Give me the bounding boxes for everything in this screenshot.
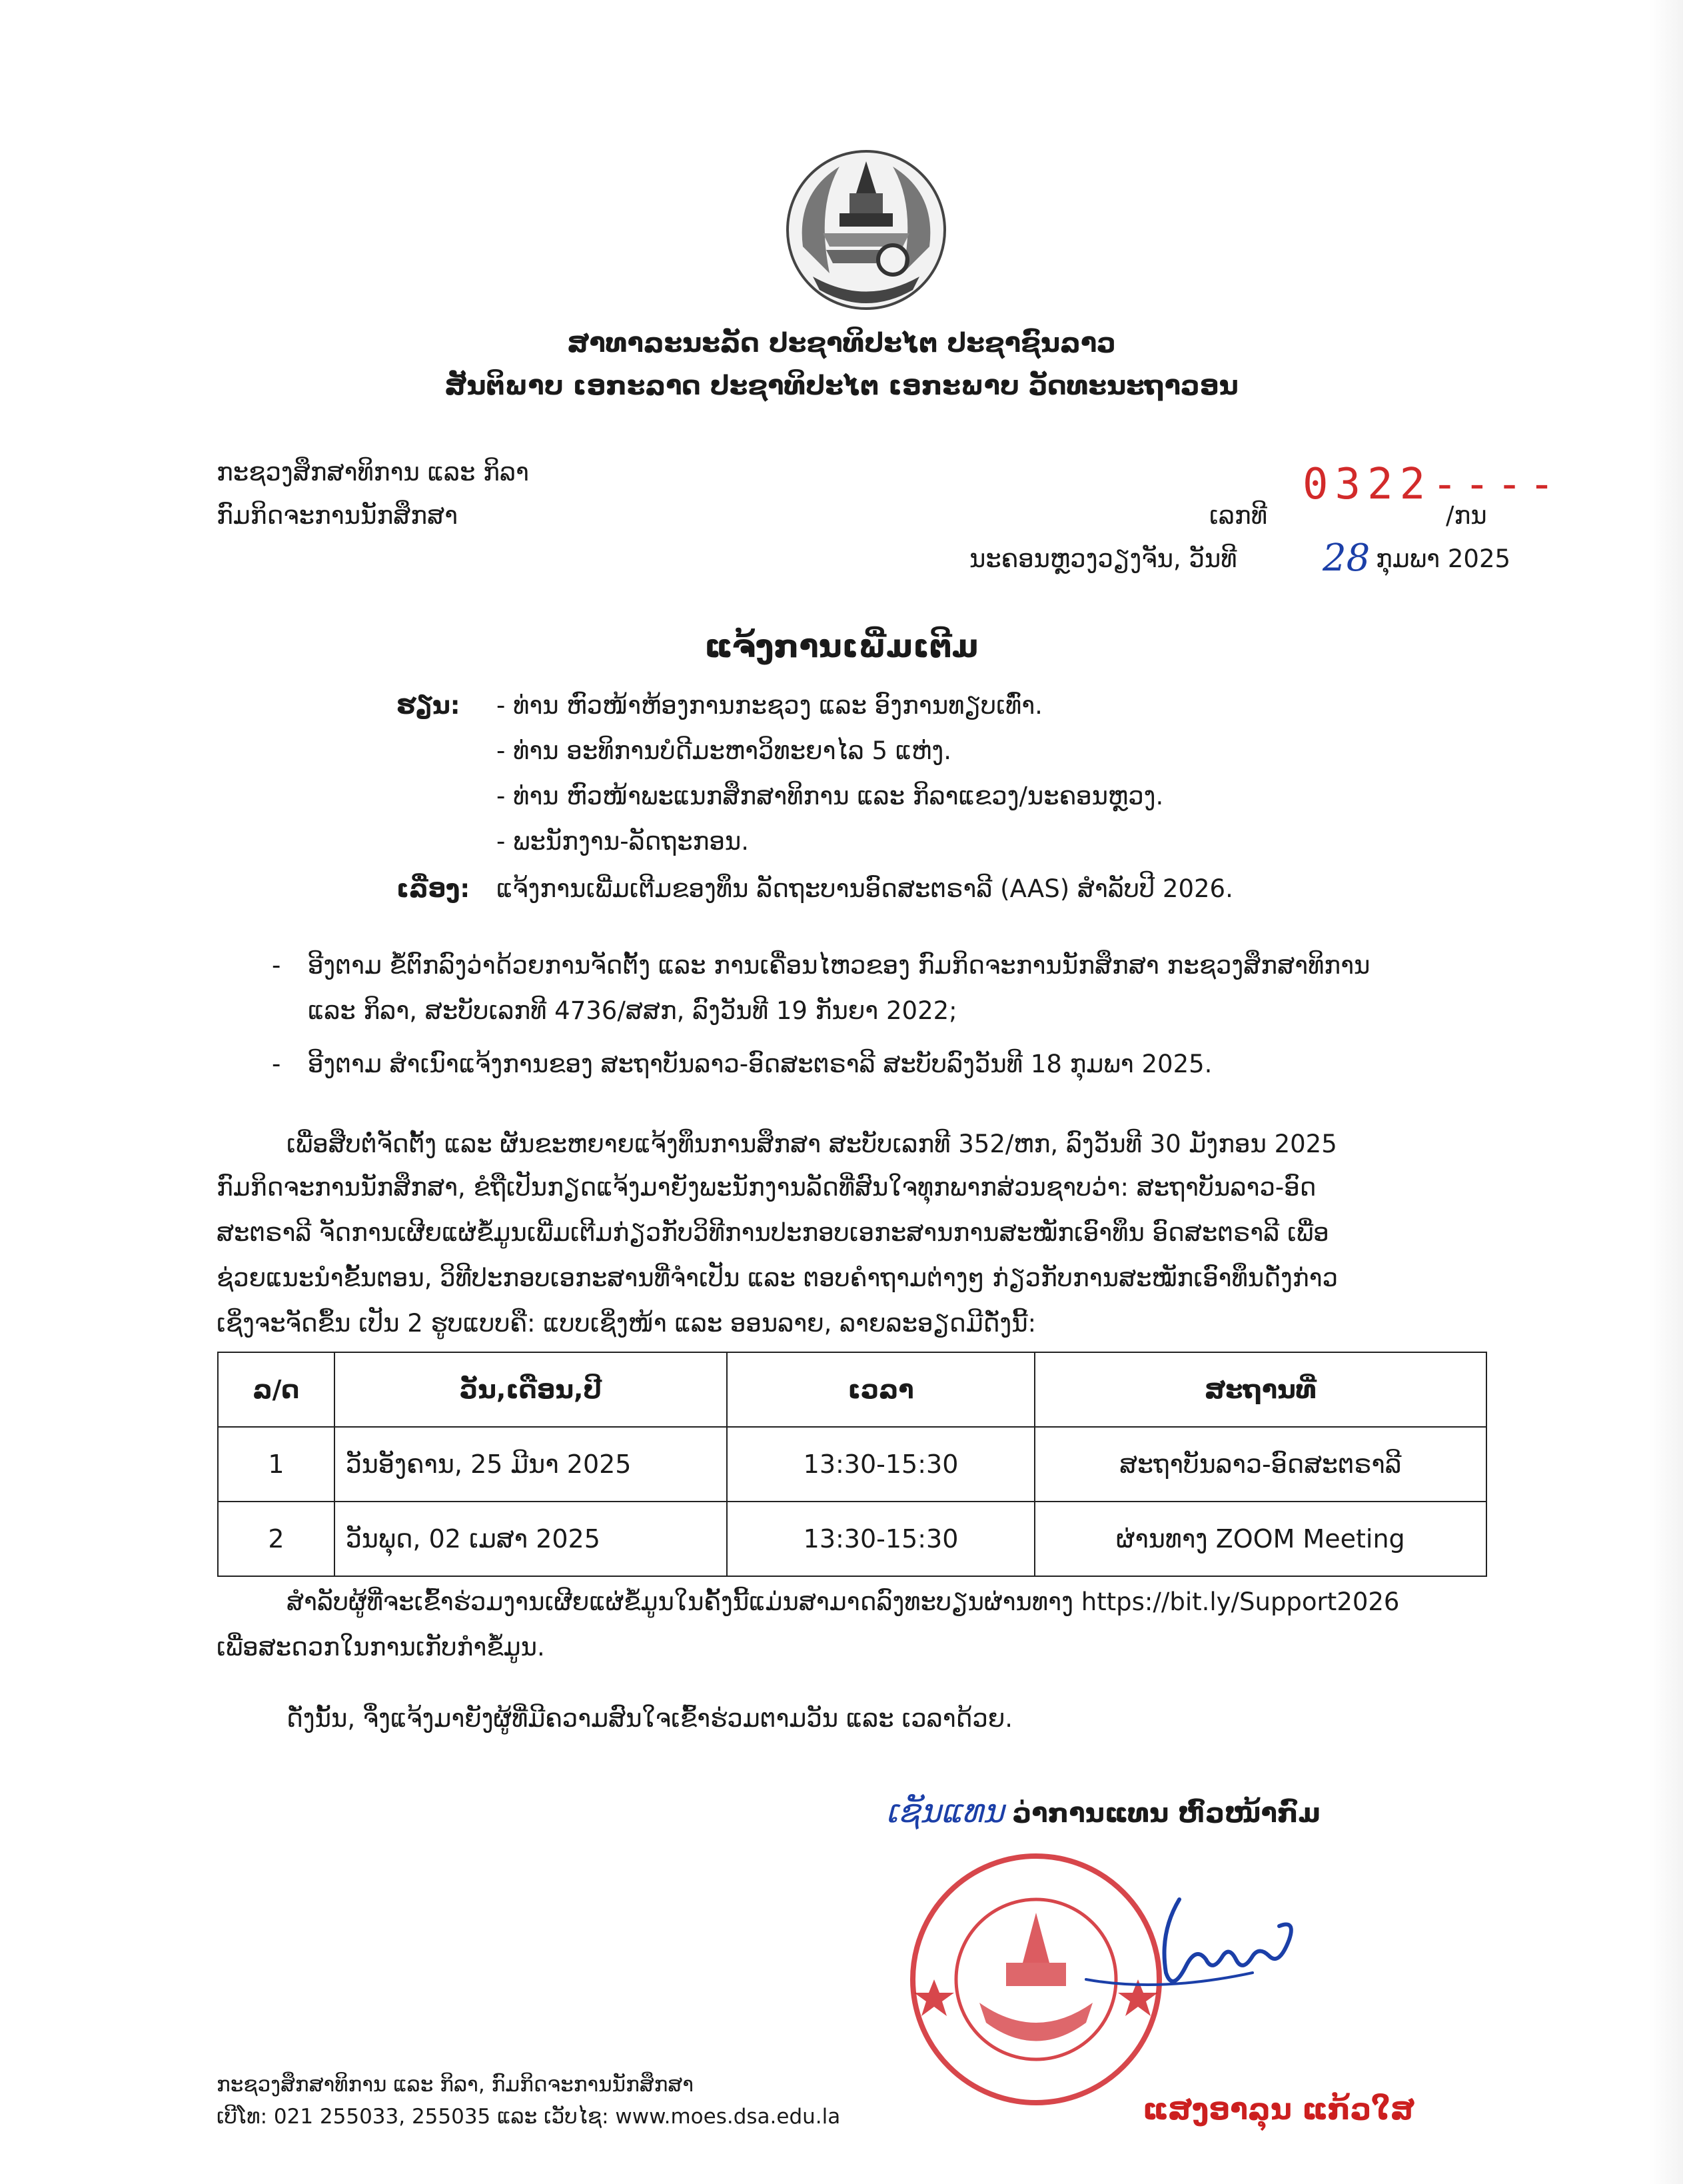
table-cell-number: 1: [218, 1427, 334, 1502]
reference-1-line-2: ແລະ ກິລາ, ສະບັບເລກທີ 4736/ສສກ, ລົງວັນທີ 19 ກັນຍາ 2022;: [308, 996, 957, 1025]
table-cell-time: 13:30-15:30: [727, 1502, 1035, 1576]
document-number-label: ເລກທີ: [1209, 501, 1267, 530]
table-cell-time: 13:30-15:30: [727, 1427, 1035, 1502]
recipient-item: - ທ່ານ ອະທິການບໍດີມະຫາວິທະຍາໄລ 5 ແຫ່ງ.: [496, 736, 952, 765]
session-schedule-table: [217, 1352, 1487, 1577]
table-cell-location: ຜ່ານທາງ ZOOM Meeting: [1035, 1502, 1486, 1576]
table-cell-date: ວັນອັງຄານ, 25 ມີນາ 2025: [334, 1427, 727, 1502]
recipient-item: - ພະນັກງານ-ລັດຖະກອນ.: [496, 827, 750, 856]
reference-bullet: -: [272, 1050, 281, 1078]
table-header-cell: ເວລາ: [727, 1352, 1035, 1427]
body-paragraph-line: ຊ່ວຍແນະນຳຂັ້ນຕອນ, ວິທີປະກອບເອກະສານທີ່ຈຳເປັນ ແລະ ຕອບຄຳຖາມຕ່າງໆ ກ່ຽວກັບການສະໝັກເອົາທຶນດັ່ງກ່າວ: [217, 1264, 1338, 1292]
document-number-value: 0322----: [1303, 460, 1562, 509]
subject-text: ແຈ້ງການເພີ່ມເຕີມຂອງທຶນ ລັດຖະບານອົດສະຕຣາລີ (AAS) ສຳລັບປີ 2026.: [496, 874, 1233, 903]
subject-label: ເລື່ອງ:: [396, 874, 470, 903]
date-prefix: ນະຄອນຫຼວງວຽງຈັນ, ວັນທີ: [969, 545, 1237, 573]
document-number-suffix: /ກນ: [1446, 501, 1487, 530]
national-emblem-icon: [776, 147, 956, 317]
signer-name: ແສງອາລຸນ ແກ້ວໃສ: [1143, 2093, 1415, 2127]
table-cell-number: 2: [218, 1502, 334, 1576]
registration-line-1: ສຳລັບຜູ້ທີ່ຈະເຂົ້າຮ່ວມງານເຜີຍແຜ່ຂໍ້ມູນໃນຄັ້ງນີ້ແມ່ນສາມາດລົງທະບຽນຜ່ານທາງ https://bit.ly/Support2026: [286, 1588, 1400, 1616]
sender-ministry: ກະຊວງສຶກສາທິການ ແລະ ກິລາ: [217, 458, 529, 487]
table-header-cell: ສະຖານທີ່: [1035, 1352, 1486, 1427]
footer-line-1: ກະຊວງສຶກສາທິການ ແລະ ກິລາ, ກົມກິດຈະການນັກສຶກສາ: [217, 2073, 694, 2097]
recipient-item: - ທ່ານ ຫົວໜ້າພະແນກສຶກສາທິການ ແລະ ກິລາແຂວງ/ນະຄອນຫຼວງ.: [496, 782, 1164, 810]
signature-role: ວ່າການແທນ ຫົວໜ້າກົມ: [1012, 1798, 1321, 1829]
signature-title: [886, 1793, 1321, 1830]
date-suffix: ກຸມພາ 2025: [1376, 545, 1511, 573]
body-paragraph-line: ກົມກິດຈະການນັກສຶກສາ, ຂໍຖືເປັນກຽດແຈ້ງມາຍັງພະນັກງານລັດທີ່ສົນໃຈທຸກພາກສ່ວນຊາບວ່າ: ສະຖາບັນລາວ-ອົດ: [217, 1173, 1317, 1202]
closing-sentence: ດັ່ງນັ້ນ, ຈຶ່ງແຈ້ງມາຍັງຜູ້ທີ່ມີຄວາມສົນໃຈເຂົ້າຮ່ວມຕາມວັນ ແລະ ເວລາດ້ວຍ.: [286, 1704, 1013, 1733]
footer-line-2: ເບີໂທ: 021 255033, 255035 ແລະ ເວັບໄຊ: www.moes.dsa.edu.la: [217, 2105, 841, 2129]
reference-2-line-1: ອີງຕາມ ສຳເນົາແຈ້ງການຂອງ ສະຖາບັນລາວ-ອົດສະຕຣາລີ ສະບັບລົງວັນທີ 18 ກຸມພາ 2025.: [308, 1050, 1213, 1078]
to-label: ຮຽນ:: [396, 691, 460, 720]
table-row: [218, 1502, 1486, 1576]
reference-bullet: -: [272, 951, 281, 980]
header-line-2: ສັນຕິພາບ ເອກະລາດ ປະຊາທິປະໄຕ ເອກະພາບ ວັດທະນະຖາວອນ: [444, 371, 1239, 401]
recipient-item: - ທ່ານ ຫົວໜ້າຫ້ອງການກະຊວງ ແລະ ອົງການທຽບເທົ່າ.: [496, 691, 1043, 720]
signature-prefix-handwritten: ເຊັນແທນ: [886, 1793, 1005, 1830]
document-title: ແຈ້ງການເພີ່ມເຕີມ: [704, 628, 979, 665]
table-row: [218, 1427, 1486, 1502]
body-paragraph-line: ເຊິ່ງຈະຈັດຂຶ້ນ ເປັນ 2 ຮູບແບບຄື: ແບບເຊິ່ງໜ້າ ແລະ ອອນລາຍ, ລາຍລະອຽດມີດັ່ງນີ້:: [217, 1309, 1037, 1338]
header-line-1: ສາທາລະນະລັດ ປະຊາທິປະໄຕ ປະຊາຊົນລາວ: [567, 328, 1116, 359]
body-paragraph-line: ເພື່ອສືບຕໍ່ຈັດຕັ້ງ ແລະ ຜັນຂະຫຍາຍແຈ້ງທຶນການສຶກສາ ສະບັບເລກທີ 352/ຫກ, ລົງວັນທີ 30 ມັງກອນ 2025: [286, 1130, 1337, 1158]
table-cell-location: ສະຖາບັນລາວ-ອົດສະຕຣາລີ: [1035, 1427, 1486, 1502]
registration-line-2: ເພື່ອສະດວກໃນການເກັບກຳຂໍ້ມູນ.: [217, 1633, 545, 1661]
sender-department: ກົມກິດຈະການນັກສຶກສາ: [217, 501, 458, 530]
table-header-row: [218, 1352, 1486, 1427]
date-day-handwritten: 28: [1323, 537, 1371, 580]
table-cell-date: ວັນພຸດ, 02 ເມສາ 2025: [334, 1502, 727, 1576]
table-header-cell: ວັນ,ເດືອນ,ປີ: [334, 1352, 727, 1427]
handwritten-signature-icon: [1079, 1893, 1306, 1999]
reference-1-line-1: ອີງຕາມ ຂໍ້ຕົກລົງວ່າດ້ວຍການຈັດຕັ້ງ ແລະ ການເຄື່ອນໄຫວຂອງ ກົມກິດຈະການນັກສຶກສາ ກະຊວງສຶກສາທິການ: [308, 951, 1371, 980]
table-header-cell: ລ/ດ: [218, 1352, 334, 1427]
body-paragraph-line: ສະຕຣາລີ ຈັດການເຜີຍແຜ່ຂໍ້ມູນເພີ່ມເຕີມກ່ຽວກັບວິທີການປະກອບເອກະສານການສະໝັກເອົາທຶນ ອົດສະຕຣາລີ ເພື່ອ: [217, 1218, 1329, 1247]
